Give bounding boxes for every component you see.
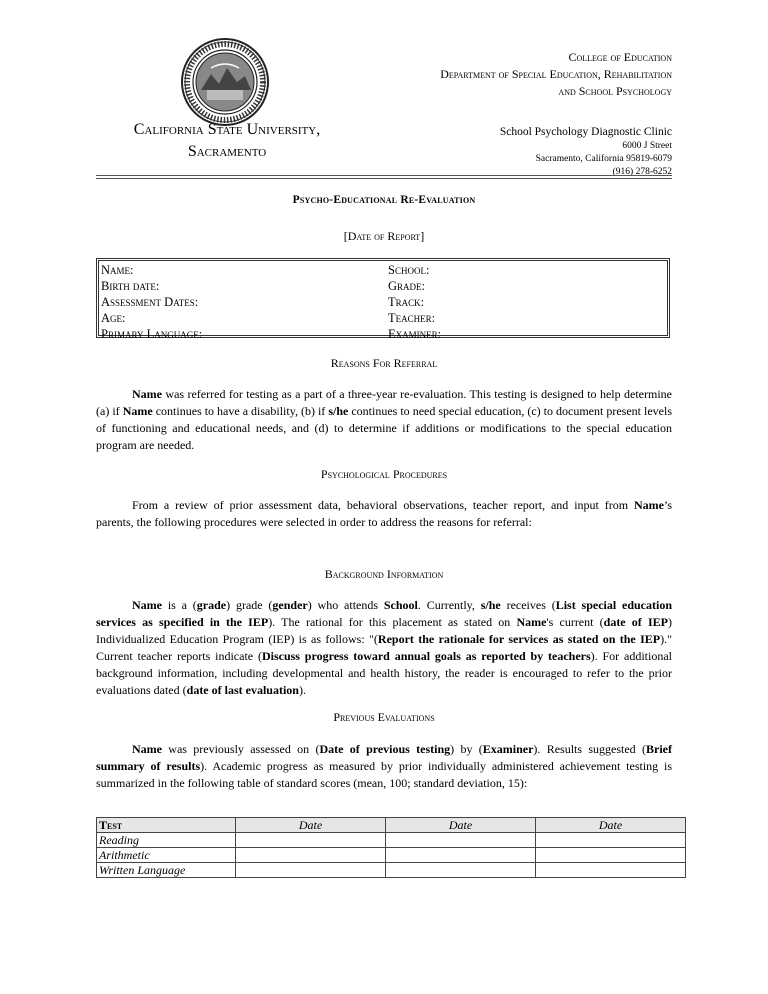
table-cell[interactable] (236, 848, 386, 863)
table-row (97, 863, 686, 878)
student-info-left (101, 262, 202, 342)
clinic-name: School Psychology Diagnostic Clinic (499, 126, 672, 138)
info-name-label: Name: (101, 263, 134, 277)
table-row (97, 833, 686, 848)
info-school-label: School: (388, 263, 430, 277)
date-of-report: [Date of Report] (343, 229, 425, 243)
table-header-date-3: Date (536, 818, 686, 833)
table-cell[interactable] (236, 833, 386, 848)
info-assessment-dates-label: Assessment Dates: (101, 295, 199, 309)
university-line-2: Sacramento (187, 143, 267, 160)
table-header-date-2: Date (386, 818, 536, 833)
background-heading: Background Information (324, 567, 444, 581)
background-paragraph: Name is a (grade) grade (gender) who attends School. Currently, s/he receives (List special education services as specified in the IEP). The rational for this placement as stated on Name's current (date of IEP) Individualized Education Program (IEP) is as follows: "(Report the rationale for services as stated on the IEP)." Current teacher reports indicate (Discuss progress toward annual goals as reported by teachers). For additional background information, including developmental and health history, the reader is encouraged to refer to the prior evaluations dated (date of last evaluation). (96, 598, 673, 697)
report-title: Psycho-Educational Re-Evaluation (292, 194, 476, 206)
student-info-right (388, 262, 441, 342)
previous-evaluations-heading: Previous Evaluations (333, 710, 435, 724)
info-birthdate-label: Birth date: (101, 279, 160, 293)
department-line-2: and School Psychology (558, 84, 672, 98)
header-rule-top (96, 175, 672, 176)
table-row-reading-label: Reading (97, 833, 236, 848)
university-name (102, 119, 352, 163)
university-seal-logo (181, 38, 269, 126)
table-cell[interactable] (236, 863, 386, 878)
previous-evaluations-paragraph: Name was previously assessed on (Date of previous testing) by (Examiner). Results suggested (Brief summary of results). Academic progress as measured by prior individually administered achievement testing is summarized in the following table of standard scores (mean, 100; standard deviation, 15): (96, 742, 673, 790)
header-rule-bottom (96, 178, 672, 179)
clinic-street: 6000 J Street (622, 141, 672, 151)
table-header-date-1: Date (236, 818, 386, 833)
college-department-block (440, 49, 672, 100)
table-row (97, 848, 686, 863)
info-primary-language-label: Primary Language: (101, 327, 203, 341)
table-cell[interactable] (386, 863, 536, 878)
college-name: College of Education (568, 50, 672, 64)
table-cell[interactable] (386, 848, 536, 863)
table-cell[interactable] (536, 848, 686, 863)
table-cell[interactable] (386, 833, 536, 848)
clinic-city: Sacramento, California 95819-6079 (535, 154, 672, 164)
info-age-label: Age: (101, 311, 126, 325)
table-cell[interactable] (536, 833, 686, 848)
info-track-label: Track: (388, 295, 425, 309)
info-examiner-label: Examiner: (388, 327, 442, 341)
department-line-1: Department of Special Education, Rehabilitation (440, 67, 672, 81)
referral-heading: Reasons For Referral (330, 356, 438, 370)
table-row-arithmetic-label: Arithmetic (97, 848, 236, 863)
university-line-1: California State University, (133, 121, 321, 138)
table-header-row (97, 818, 686, 833)
scores-table (96, 817, 686, 878)
info-grade-label: Grade: (388, 279, 425, 293)
procedures-heading: Psychological Procedures (320, 467, 448, 481)
clinic-block (500, 124, 672, 179)
clinic-phone: (916) 278-6252 (612, 167, 672, 177)
table-row-written-language-label: Written Language (97, 863, 236, 878)
table-header-test: Test (97, 818, 236, 833)
referral-paragraph: Name was referred for testing as a part of a three-year re-evaluation. This testing is designed to help determine (a) if Name continues to have a disability, (b) if s/he continues to need special education, (c) to document present levels of functioning and educational needs, and (d) to determine if additions or modifications to the special education program are needed. (96, 387, 673, 452)
info-teacher-label: Teacher: (388, 311, 436, 325)
table-cell[interactable] (536, 863, 686, 878)
procedures-paragraph: From a review of prior assessment data, behavioral observations, teacher report, and input from Name’s parents, the following procedures were selected in order to address the reasons for referral: (96, 498, 672, 529)
